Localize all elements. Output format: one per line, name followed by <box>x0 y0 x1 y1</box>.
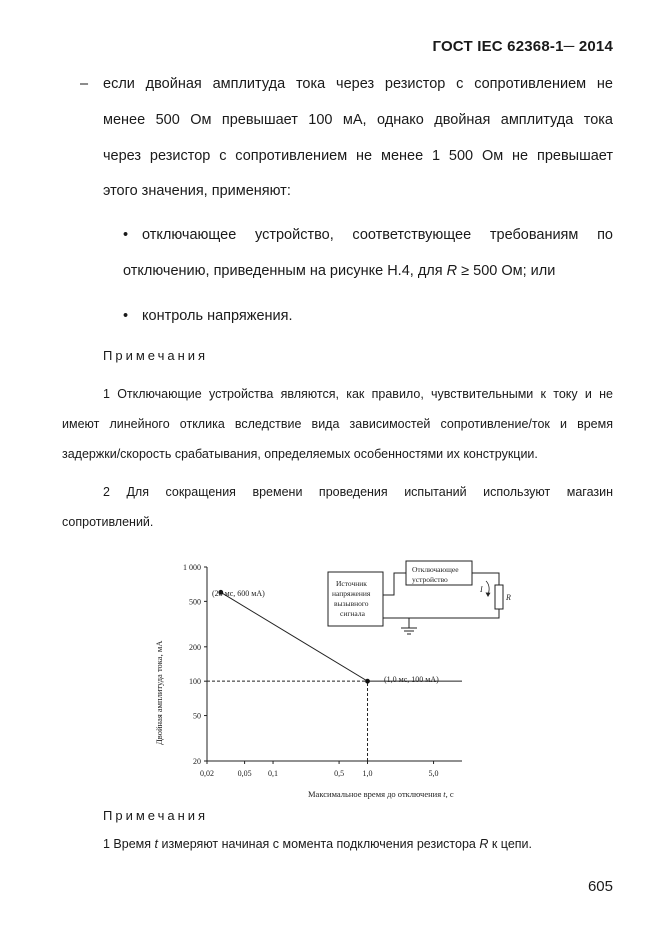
bullet-marker-1: • <box>123 227 129 243</box>
x-tick-label: 0,5 <box>334 769 345 778</box>
dash-line-3: через резистор с сопротивлением не менее 1 500 Ом не превышает <box>103 148 613 164</box>
x-tick-label: 5,0 <box>428 769 439 778</box>
y-axis-label: Двойная амплитуда тока, мА <box>154 640 164 745</box>
note-time-line: 1 Время t измеряют начиная с момента подключения резистора R к цепи. <box>103 837 533 851</box>
notes-heading-2: Примечания <box>103 808 209 823</box>
y-tick-label: 50 <box>193 711 201 721</box>
y-tick-label: 1 000 <box>183 563 201 572</box>
current-label: I <box>480 585 483 594</box>
dash-marker: – <box>80 76 89 92</box>
note-1-line-3: задержки/скорость срабатывания, определяемых особенностями их конструкции. <box>62 447 538 461</box>
current-arrowhead-icon <box>486 593 491 598</box>
circuit-diagram <box>328 561 511 634</box>
y-tick-label: 200 <box>189 642 201 652</box>
source-line-1: Источник <box>336 579 367 588</box>
reference-lines <box>207 681 368 761</box>
source-line-2: напряжения <box>332 589 371 598</box>
x-axis-label: Максимальное время до отключения t, с <box>308 789 454 799</box>
figure-chart <box>150 555 511 800</box>
point-a-label: (28 мс, 600 мА) <box>212 589 265 598</box>
source-line-4: сигнала <box>340 609 365 618</box>
device-line-1: Отключающее <box>412 565 459 574</box>
x-tick-labels <box>200 769 439 778</box>
wire-right <box>485 573 499 585</box>
y-tick-label: 20 <box>193 757 201 766</box>
point-b-label: (1,0 мс, 100 мА) <box>384 675 439 684</box>
note-2-line-2: сопротивлений. <box>62 515 154 529</box>
resistor-label: R <box>506 593 511 602</box>
wire-bottom <box>383 609 499 618</box>
device-line-2: устройство <box>412 575 448 584</box>
standard-header: ГОСТ IEC 62368-1─ 2014 <box>432 38 613 55</box>
bullet-1-line-2: отключению, приведенным на рисунке Н.4, для R ≥ 500 Ом; или <box>123 263 556 279</box>
note-2-line-1: 2 Для сокращения времени проведения испытаний используют магазин <box>103 485 613 499</box>
dash-line-2: менее 500 Ом превышает 100 мА, однако двойная амплитуда тока <box>103 112 613 128</box>
resistor <box>495 585 503 609</box>
x-tick-label: 0,1 <box>268 769 279 778</box>
x-tick-label: 0,05 <box>237 769 252 778</box>
data-point <box>365 679 370 684</box>
bullet-1-line-1: отключающее устройство, соответствующее требованиям по <box>142 227 613 243</box>
bullet-marker-2: • <box>123 308 129 324</box>
x-tick-label: 1,0 <box>362 769 373 778</box>
dash-line-1: если двойная амплитуда тока через резистор с сопротивлением не <box>103 76 613 92</box>
x-tick-label: 0,02 <box>200 769 214 778</box>
wire-top <box>383 573 406 595</box>
dash-line-4: этого значения, применяют: <box>103 183 291 199</box>
y-tick-label: 100 <box>189 677 201 687</box>
y-tick-labels <box>183 563 201 766</box>
ground-icon <box>401 628 417 634</box>
note-1-line-1: 1 Отключающие устройства являются, как правило, чувствительными к току и не <box>103 387 613 401</box>
note-1-line-2: имеют линейного отклика вследствие вида зависимостей сопротивление/ток и время <box>62 417 613 431</box>
y-tick-label: 500 <box>189 597 201 607</box>
notes-heading: Примечания <box>103 348 209 363</box>
source-line-3: вызывного <box>334 599 369 608</box>
bullet-2-line-1: контроль напряжения. <box>142 308 293 324</box>
page-number: 605 <box>587 878 613 895</box>
